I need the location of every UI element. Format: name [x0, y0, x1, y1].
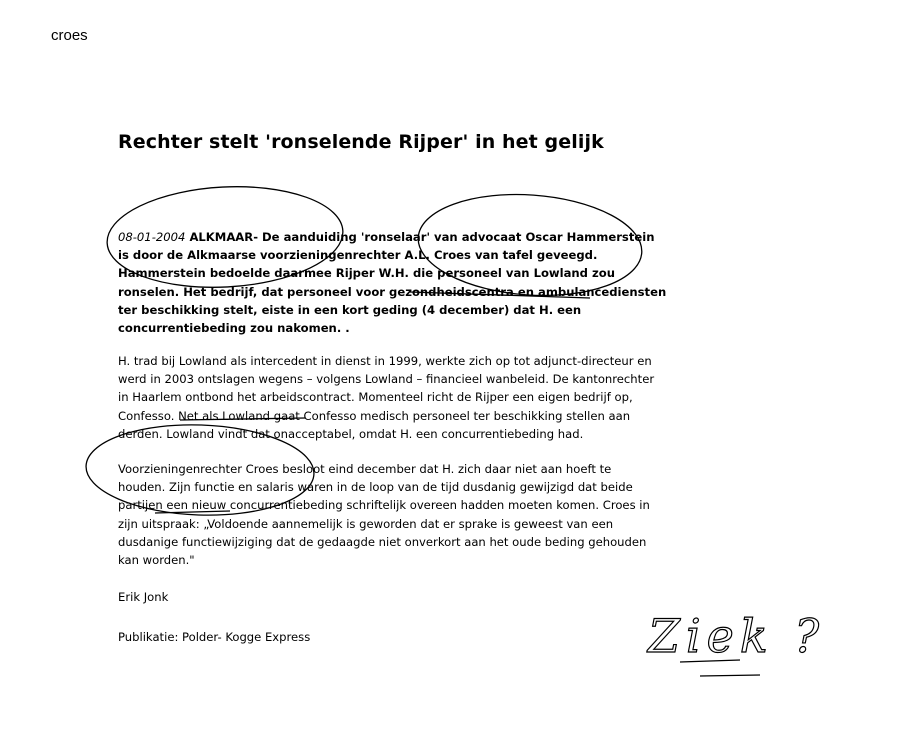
body-line: partijen een nieuw concurrentiebeding schriftelijk overeen hadden moeten komen. Croes in — [118, 498, 650, 513]
lead-line: is door de Alkmaarse voorzieningenrechter A.L. Croes van tafel geveegd. — [118, 248, 598, 263]
handwritten-note: Ziek ? — [648, 609, 826, 663]
body-line: in Haarlem ontbond het arbeidscontract. Momenteel richt de Rijper een eigen bedrijf op, — [118, 390, 633, 405]
header-label: croes — [51, 27, 88, 44]
body-line: Voorzieningenrechter Croes besloot eind december dat H. zich daar niet aan hoeft te — [118, 462, 612, 476]
body-line: werd in 2003 ontslagen wegens – volgens Lowland – financieel wanbeleid. De kantonrechter — [118, 372, 655, 387]
body-line: H. trad bij Lowland als intercedent in dienst in 1999, werkte zich op tot adjunct-directeur en — [118, 354, 652, 368]
publication: Publikatie: Polder- Kogge Express — [118, 630, 311, 644]
body-paragraph-2 — [118, 352, 654, 443]
body-line: kan worden." — [118, 553, 195, 568]
lead-line — [118, 228, 666, 246]
article-date: 08-01-2004 — [118, 230, 186, 244]
lead-line: ronselen. Het bedrijf, dat personeel voor gezondheidscentra en ambulancediensten — [118, 284, 667, 299]
lead-line: ter beschikking stelt, eiste in een kort geding (4 december) dat H. een — [118, 302, 582, 317]
lead-line: Hammerstein bedoelde daarmee Rijper W.H. die personeel van Lowland zou — [118, 266, 615, 281]
lead-paragraph — [118, 228, 666, 337]
lead-first-line: ALKMAAR- De aanduiding 'ronselaar' van advocaat Oscar Hammerstein — [189, 230, 655, 244]
body-line: houden. Zijn functie en salaris waren in de loop van de tijd dusdanig gewijzigd dat beide — [118, 480, 633, 495]
body-line: zijn uitspraak: „Voldoende aannemelijk is geworden dat er sprake is geweest van een — [118, 516, 614, 531]
author: Erik Jonk — [118, 590, 169, 604]
body-line: Confesso. Net als Lowland gaat Confesso medisch personeel ter beschikking stellen aan — [118, 408, 631, 423]
body-paragraph-3 — [118, 460, 650, 569]
handwritten-underline — [680, 660, 760, 676]
lead-line: concurrentiebeding zou nakomen. . — [118, 321, 350, 336]
article-title: Rechter stelt 'ronselende Rijper' in het gelijk — [118, 131, 604, 153]
body-line: dusdanige functiewijziging dat de gedaagde niet onverkort aan het oude beding gehouden — [118, 534, 647, 549]
body-line: derden. Lowland vindt dat onacceptabel, omdat H. een concurrentiebeding had. — [118, 426, 584, 441]
